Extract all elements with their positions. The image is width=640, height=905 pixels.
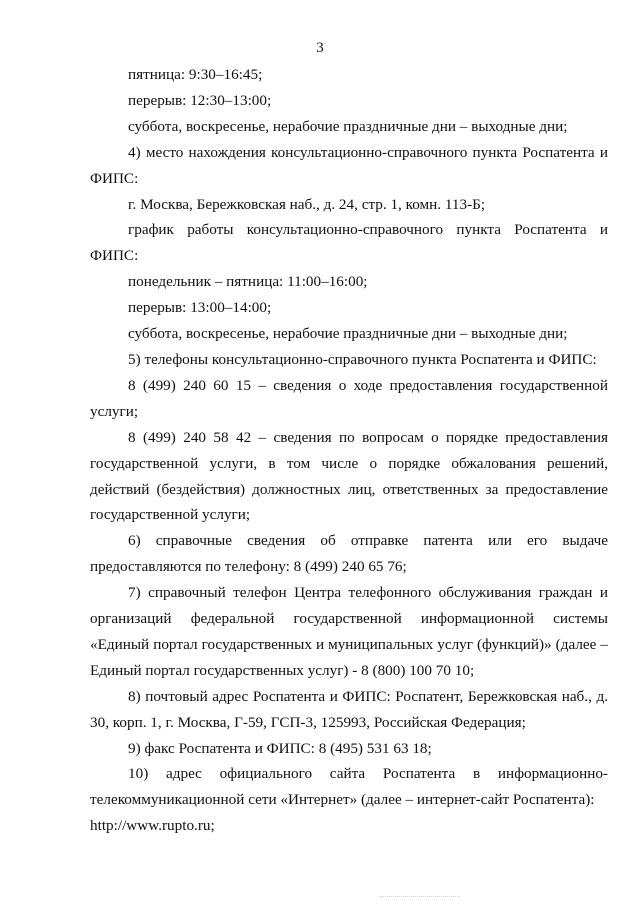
paragraph-postal-address: 8) почтовый адрес Роспатента и ФИПС: Роспатент, Бережковская наб., д. 30, корп. 1, г. Москва, Г-59, ГСП-3, 125993, Российская Федерация; — [90, 687, 608, 731]
paragraph-patent-dispatch: 6) справочные сведения об отправке патента или его выдаче предоставляются по телефону: 8 (499) 240 65 76; — [90, 532, 608, 576]
paragraph-phone-status: 8 (499) 240 60 15 – сведения о ходе предоставления государственной услуги; — [90, 376, 608, 420]
website-link[interactable]: http://www.rupto.ru; — [90, 817, 215, 835]
paragraph-consultation-break: перерыв: 13:00–14:00; — [128, 299, 272, 317]
paragraph-call-center: 7) справочный телефон Центра телефонного обслуживания граждан и организаций федеральной государственной информационной системы «Единый портал государственных и муниципальных услуг (функций)» (далее – Единый портал государственных услуг) - 8 (800) 100 70 10; — [90, 584, 608, 679]
paragraph-consultation-point-location: 4) место нахождения консультационно-справочного пункта Роспатента и ФИПС: — [90, 143, 608, 187]
paragraph-phones-title: 5) телефоны консультационно-справочного пункта Роспатента и ФИПС: — [128, 350, 597, 368]
paragraph-weekend-days: суббота, воскресенье, нерабочие праздничные дни – выходные дни; — [128, 117, 568, 135]
paragraph-schedule-title: график работы консультационно-справочного пункта Роспатента и ФИПС: — [90, 221, 608, 265]
paragraph-phone-procedure: 8 (499) 240 58 42 – сведения по вопросам о порядке предоставления государственной услуги, в том числе о порядке обжалования решений, действий (бездействия) должностных лиц, ответственных за предоставление государственной услуги; — [90, 428, 608, 524]
paragraph-break-hours: перерыв: 12:30–13:00; — [128, 91, 272, 109]
paragraph-friday-hours: пятница: 9:30–16:45; — [128, 66, 263, 83]
paragraph-fax: 9) факс Роспатента и ФИПС: 8 (495) 531 63 18; — [128, 739, 432, 757]
document-body — [90, 62, 608, 839]
paragraph-weekday-hours: понедельник – пятница: 11:00–16:00; — [128, 273, 368, 291]
paragraph-consultation-weekend: суббота, воскресенье, нерабочие праздничные дни – выходные дни; — [128, 325, 568, 343]
paragraph-website: 10) адрес официального сайта Роспатента в информационно-телекоммуникационной сети «Интернет» (далее – интернет-сайт Роспатента): — [90, 765, 608, 809]
scan-artifact-line — [380, 896, 460, 901]
page-number: 3 — [316, 40, 324, 56]
paragraph-address: г. Москва, Бережковская наб., д. 24, стр. 1, комн. 113-Б; — [128, 195, 486, 213]
